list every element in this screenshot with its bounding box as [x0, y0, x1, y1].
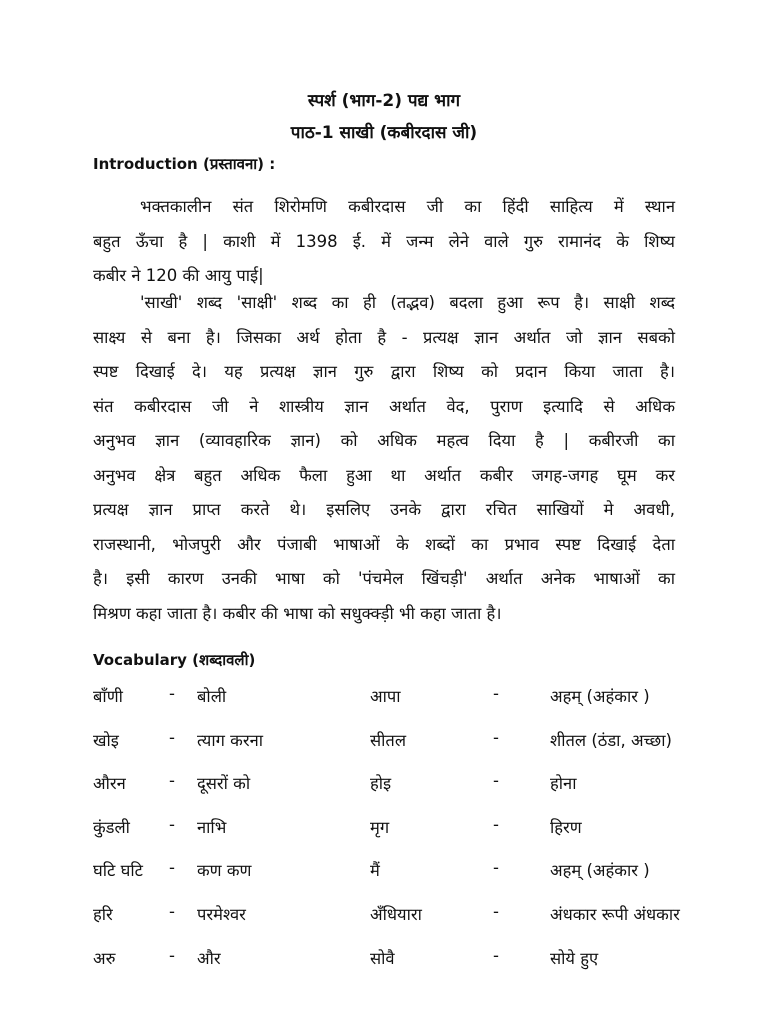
vocabulary-row [93, 946, 713, 990]
vocabulary-heading: Vocabulary (शब्दावली) [93, 651, 256, 669]
vocab-dash: - [169, 684, 175, 703]
vocab-dash: - [493, 814, 499, 834]
paragraph-line: बहुत ऊँचा है | काशी में 1398 ई. में जन्म लेने वाले गुरु रामानंद के शिष्य [93, 231, 675, 251]
vocab-dash: - [169, 945, 175, 965]
vocab-meaning: त्याग करना [197, 730, 264, 750]
vocab-meaning: कण कण [197, 861, 252, 881]
paragraph-line: साक्ष्य से बना है। जिसका अर्थ होता है - प्रत्यक्ष ज्ञान अर्थात जो ज्ञान सबको [93, 327, 675, 347]
vocab-meaning: नाभि [197, 817, 227, 837]
paragraph-line: 'साखी' शब्द 'साक्षी' शब्द का ही (तद्भव) बदला हुआ रूप है। साक्षी शब्द [140, 293, 675, 312]
vocab-dash: - [169, 771, 175, 791]
vocab-dash: - [169, 814, 175, 834]
vocab-meaning: शीतल (ठंडा, अच्छा) [550, 730, 672, 750]
vocab-meaning: सोये हुए [550, 948, 599, 968]
vocab-meaning: परमेश्वर [197, 904, 246, 924]
vocab-word: सोवै [370, 948, 395, 968]
introduction-paragraph-1 [93, 190, 675, 294]
vocabulary-row [93, 684, 713, 728]
lesson-title: पाठ-1 साखी (कबीरदास जी) [290, 123, 478, 143]
vocab-word: घटि घटि [93, 861, 143, 881]
vocab-meaning: अहम् (अहंकार ) [550, 861, 650, 881]
introduction-heading: Introduction (प्रस्तावना) : [93, 155, 276, 173]
vocab-meaning: और [197, 948, 221, 968]
vocab-word: अरु [93, 948, 116, 968]
vocab-meaning: अंधकार रूपी अंधकार [550, 904, 680, 924]
vocabulary-row [93, 858, 713, 902]
vocab-dash: - [493, 901, 499, 921]
vocab-word: आपा [370, 687, 401, 706]
vocabulary-row [93, 815, 713, 859]
vocab-word: अँधियारा [370, 904, 422, 924]
vocab-word: सीतल [370, 730, 407, 750]
paragraph-line: राजस्थानी, भोजपुरी और पंजाबी भाषाओं के शब्दों का प्रभाव स्पष्ट दिखाई देता [93, 534, 675, 554]
vocab-dash: - [169, 727, 175, 747]
vocabulary-row [93, 771, 713, 815]
paragraph-line: स्पष्ट दिखाई दे। यह प्रत्यक्ष ज्ञान गुरु द्वारा शिष्य को प्रदान किया जाता है। [93, 362, 675, 381]
document-title: स्पर्श (भाग-2) पद्य भाग [307, 91, 461, 111]
vocab-word: बाँणी [93, 687, 123, 706]
vocab-meaning: दूसरों को [197, 774, 251, 794]
paragraph-line: है। इसी कारण उनकी भाषा को 'पंचमेल खिंचड़ी' अर्थात अनेक भाषाओं का [93, 569, 675, 588]
vocab-word: हरि [93, 904, 113, 924]
paragraph-line: प्रत्यक्ष ज्ञान प्राप्त करते थे। इसलिए उनके द्वारा रचित साखियों मे अवधी, [93, 500, 675, 519]
vocabulary-row [93, 902, 713, 946]
vocab-dash: - [169, 901, 175, 921]
paragraph-line: संत कबीरदास जी ने शास्त्रीय ज्ञान अर्थात वेद, पुराण इत्यादि से अधिक [93, 396, 675, 416]
vocab-word: मैं [370, 861, 380, 881]
vocabulary-table [93, 684, 713, 989]
paragraph-line: मिश्रण कहा जाता है। कबीर की भाषा को सधुक्क्ड़ी भी कहा जाता है। [93, 603, 502, 623]
vocab-dash: - [493, 727, 499, 747]
introduction-paragraph-2 [93, 286, 675, 631]
vocab-meaning: अहम् (अहंकार ) [550, 687, 650, 706]
vocabulary-row [93, 728, 713, 772]
vocab-meaning: होना [550, 774, 577, 794]
vocab-dash: - [169, 858, 175, 878]
paragraph-line: अनुभव क्षेत्र बहुत अधिक फैला हुआ था अर्थात कबीर जगह-जगह घूम कर [93, 465, 675, 485]
paragraph-line: अनुभव ज्ञान (व्यावहारिक ज्ञान) को अधिक महत्व दिया है | कबीरजी का [93, 431, 675, 450]
vocab-word: होइ [370, 774, 392, 794]
vocab-meaning: बोली [197, 687, 227, 706]
vocab-word: खोइ [93, 730, 119, 750]
vocab-word: मृग [370, 817, 390, 837]
paragraph-line: कबीर ने 120 की आयु पाई| [93, 266, 264, 285]
vocab-meaning: हिरण [550, 817, 582, 837]
vocab-dash: - [493, 771, 499, 791]
vocab-dash: - [493, 858, 499, 878]
vocab-word: औरन [93, 774, 126, 794]
paragraph-line: भक्तकालीन संत शिरोमणि कबीरदास जी का हिंदी साहित्य में स्थान [140, 197, 675, 216]
vocab-word: कुंडली [93, 817, 130, 837]
vocab-dash: - [493, 945, 499, 965]
vocab-dash: - [493, 684, 499, 703]
